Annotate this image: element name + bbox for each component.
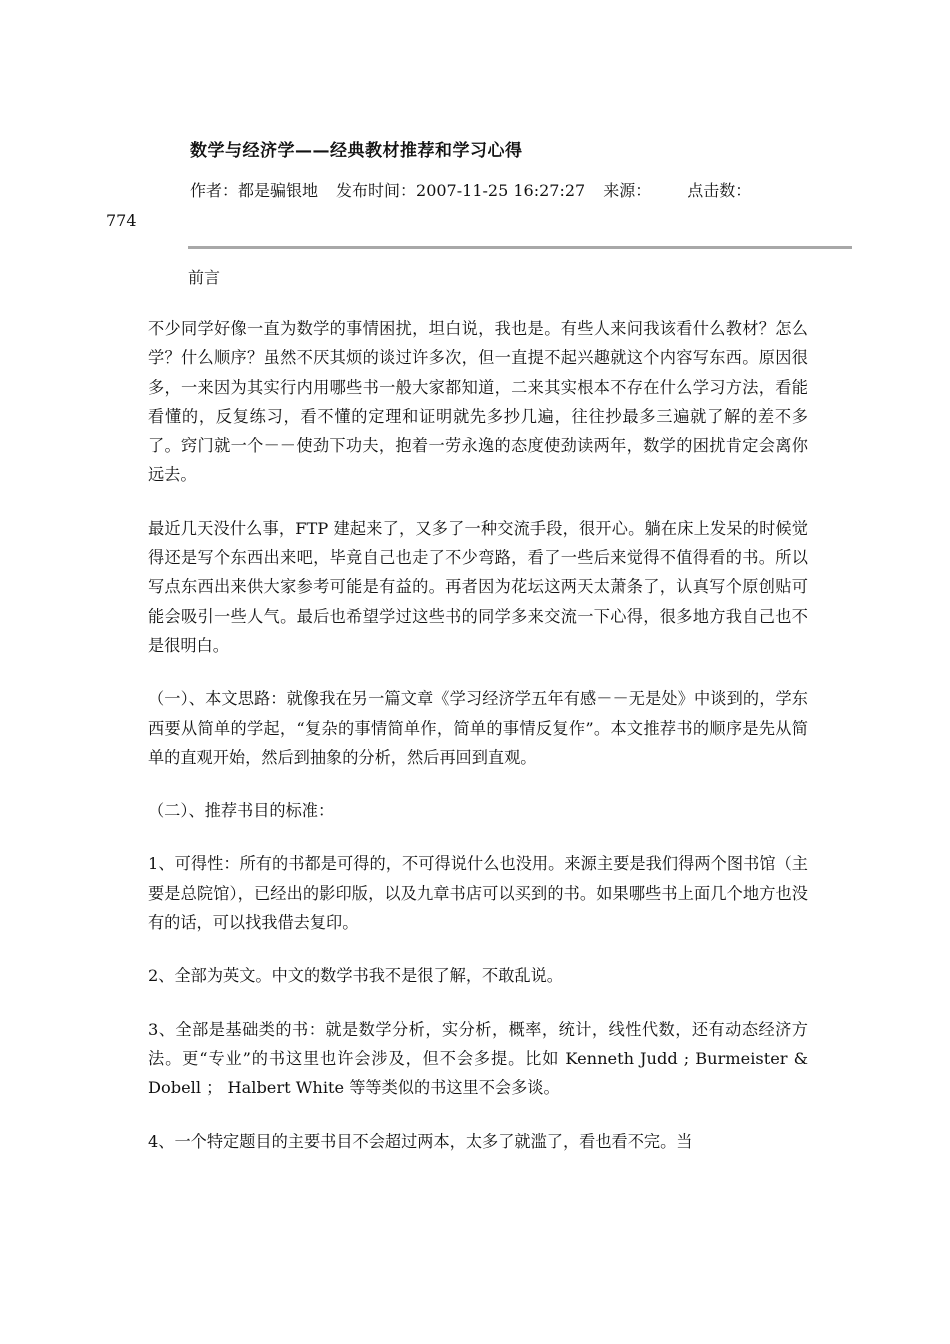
source-text: 来源：	[603, 181, 652, 200]
paragraph: 4、一个特定题目的主要书目不会超过两本，太多了就滥了，看也看不完。当	[148, 1131, 693, 1151]
author-text: 作者：都是骗银地	[190, 181, 319, 200]
preface-heading: 前言	[188, 268, 221, 287]
clicks-label: 点击数：	[687, 181, 752, 200]
article-title: 数学与经济学——经典教材推荐和学习心得	[190, 141, 523, 161]
article-body	[148, 314, 808, 1180]
published-text: 发布时间：2007-11-25 16:27:27	[336, 181, 586, 200]
paragraph: 3、全部是基础类的书：就是数学分析，实分析，概率，统计，线性代数，还有动态经济方法。更“专业”的书这里也许会涉及，但不会多提。比如 Kenneth Judd ; Burmeister & Dobell ； Halbert White 等等类似的书这里不会多谈。	[148, 1019, 808, 1098]
paragraph: （一）、本文思路：就像我在另一篇文章《学习经济学五年有感－－无是处》中谈到的，学东西要从简单的学起，“复杂的事情简单作，简单的事情反复作”。本文推荐书的顺序是先从简单的直观开始，然后到抽象的分析，然后再回到直观。	[148, 689, 808, 767]
clicks-value: 774	[106, 211, 137, 230]
article-meta	[106, 176, 808, 236]
paragraph: 2、全部为英文。中文的数学书我不是很了解，不敢乱说。	[148, 966, 563, 986]
paragraph: 最近几天没什么事，FTP 建起来了，又多了一种交流手段，很开心。躺在床上发呆的时候觉得还是写个东西出来吧，毕竟自己也走了不少弯路，看了一些后来觉得不值得看的书。所以写点东西出来供大家参考可能是有益的。再者因为花坛这两天太萧条了，认真写个原创贴可能会吸引一些人气。最后也希望学过这些书的同学多来交流一下心得，很多地方我自己也不是很明白。	[148, 518, 808, 655]
horizontal-divider	[188, 246, 852, 249]
paragraph: （二）、推荐书目的标准：	[148, 801, 335, 821]
paragraph: 1、可得性：所有的书都是可得的，不可得说什么也没用。来源主要是我们得两个图书馆（主要是总院馆），已经出的影印版，以及九章书店可以买到的书。如果哪些书上面几个地方也没有的话，可以找我借去复印。	[148, 854, 808, 933]
paragraph: 不少同学好像一直为数学的事情困扰，坦白说，我也是。有些人来问我该看什么教材？怎么学？什么顺序？虽然不厌其烦的谈过许多次，但一直提不起兴趣就这个内容写东西。原因很多，一来因为其实行内用哪些书一般大家都知道，二来其实根本不存在什么学习方法，看能看懂的，反复练习，看不懂的定理和证明就先多抄几遍，往往抄最多三遍就了解的差不多了。窍门就一个－－使劲下功夫，抱着一劳永逸的态度使劲读两年，数学的困扰肯定会离你远去。	[148, 319, 808, 485]
